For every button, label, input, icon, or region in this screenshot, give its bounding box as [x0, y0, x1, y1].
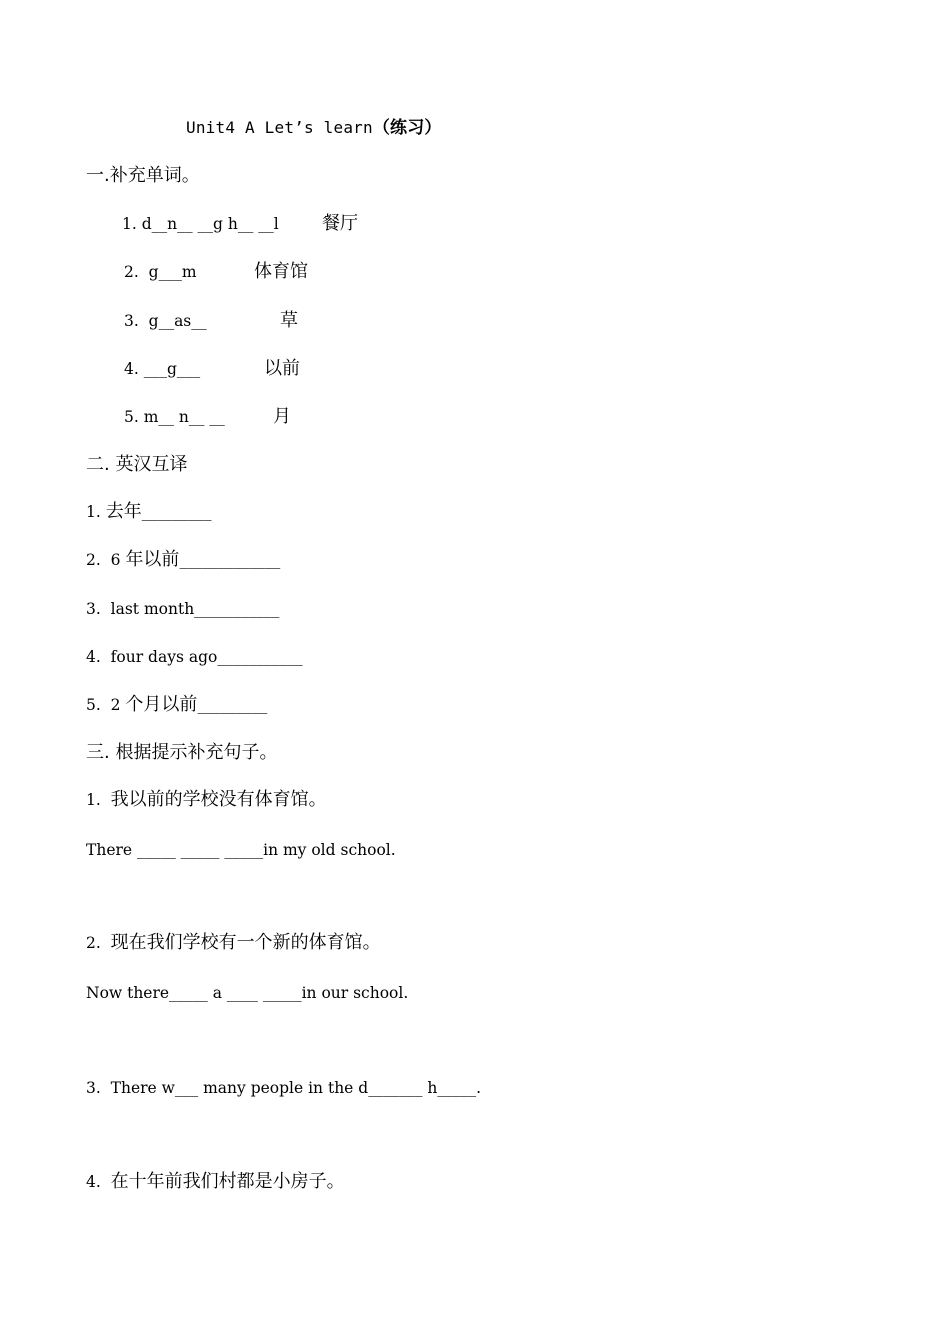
sentence-item-2-cn: 现在我们学校有一个新的体育馆。: [110, 932, 381, 953]
word-item-1: 1. d__n__ __g h__ __l: [122, 215, 279, 233]
sentence-item-4-prompt: [86, 1170, 345, 1194]
sentence-item-2-english: Now there_____ a ____ _____in our school.: [86, 984, 409, 1002]
translate-item-2-cn: 年以前: [125, 549, 180, 570]
translate-item-5-cn: 个月以前: [125, 694, 198, 715]
section1-heading: 一.补充单词。: [86, 165, 200, 186]
word-meaning-1: 餐厅: [322, 213, 358, 234]
sentence-item-1-prompt: [86, 788, 327, 812]
translate-item-1-cn: 去年: [105, 501, 142, 522]
sentence-item-1-cn: 我以前的学校没有体育馆。: [110, 789, 327, 810]
sentence-item-2-num: 2.: [86, 934, 111, 952]
translate-item-3: 3. last month___________: [86, 600, 280, 618]
word-item-4: 4. ___g___: [124, 360, 201, 378]
word-meaning-5: 月: [273, 406, 291, 427]
word-meaning-2: 体育馆: [254, 261, 308, 282]
sentence-item-4-cn: 在十年前我们村都是小房子。: [110, 1171, 345, 1192]
sentence-item-4-num: 4.: [86, 1173, 111, 1191]
translate-item-2-num: 2. 6: [86, 551, 126, 569]
sentence-item-2-prompt: [86, 931, 381, 955]
word-item-3: 3. g__as__: [124, 312, 207, 330]
translate-item-5: [86, 693, 267, 717]
word-item-2: 2. g___m: [124, 263, 197, 281]
translate-item-1: [86, 500, 211, 524]
title-cn: （练习）: [372, 118, 442, 138]
translate-item-5-num: 5. 2: [86, 696, 126, 714]
translate-item-4: 4. four days ago___________: [86, 648, 303, 666]
sentence-item-1-num: 1.: [86, 791, 111, 809]
translate-item-1-blank: _________: [141, 503, 212, 521]
sentence-item-3: 3. There w___ many people in the d_______ h_____.: [86, 1079, 482, 1097]
word-meaning-3: 草: [280, 310, 298, 331]
title-en: Unit4 A Let’s learn: [186, 118, 373, 137]
section2-heading: 二. 英汉互译: [86, 454, 188, 475]
word-item-5: 5. m__ n__ __: [124, 408, 225, 426]
sentence-item-1-english: There _____ _____ _____in my old school.: [86, 841, 396, 859]
translate-item-5-blank: _________: [197, 696, 268, 714]
translate-item-1-num: 1.: [86, 503, 106, 521]
word-meaning-4: 以前: [264, 358, 300, 379]
section3-heading: 三. 根据提示补充句子。: [86, 742, 278, 763]
translate-item-2-blank: _____________: [179, 551, 281, 569]
translate-item-2: [86, 548, 280, 572]
page-title: [186, 116, 442, 140]
